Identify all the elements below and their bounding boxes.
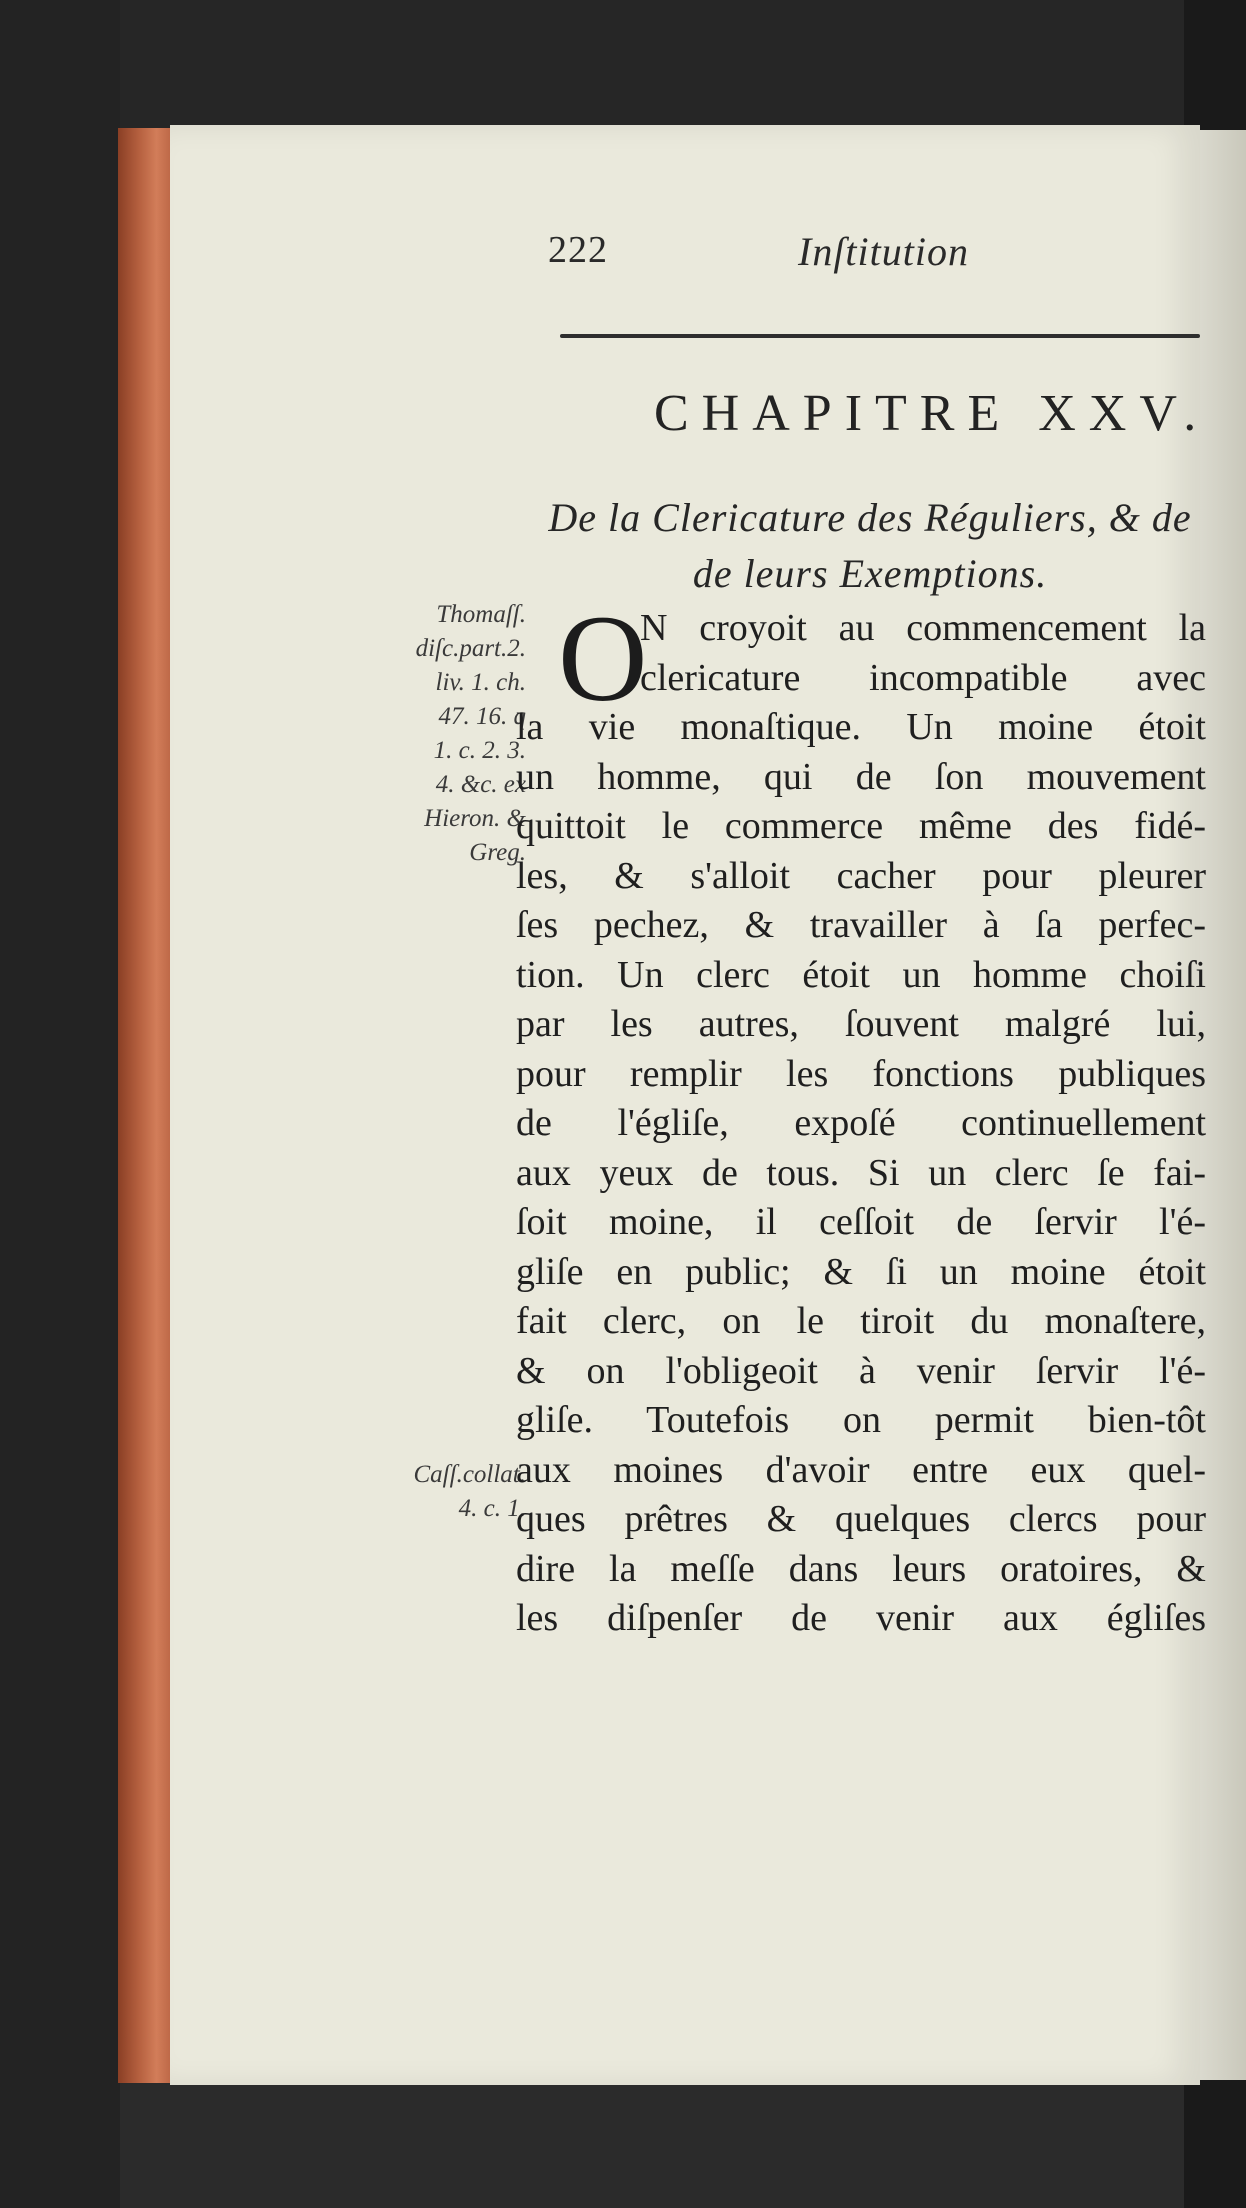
text-line: ſoit moine, il ceſſoit de ſervir l'é-	[516, 1201, 1206, 1243]
subtitle-line: De la Clericature des Réguliers, & de	[548, 495, 1192, 540]
text-line: clericature incompatible avec	[640, 656, 1206, 699]
chapter-heading: CHAPITRE XXV.	[654, 385, 1210, 442]
body-text	[516, 590, 1206, 1644]
subtitle-line: de leurs Exemptions.	[692, 551, 1048, 596]
text-line: fait clerc, on le tiroit du monaſtere,	[516, 1300, 1206, 1342]
running-head	[548, 228, 1008, 284]
text-line: aux moines d'avoir entre eux quel-	[516, 1448, 1206, 1491]
text-line: gliſe en public; & ſi un moine étoit	[516, 1250, 1206, 1293]
header-rule	[560, 334, 1200, 338]
text-line: & on l'obligeoit à venir ſervir l'é-	[516, 1349, 1206, 1392]
text-line: aux yeux de tous. Si un clerc ſe fai-	[516, 1151, 1206, 1194]
text-line: gliſe. Toutefois on permit bien-tôt	[516, 1399, 1206, 1441]
marginal-line: Hieron. &	[424, 805, 526, 832]
text-line: les, & s'alloit cacher pour pleurer	[516, 854, 1206, 897]
marginal-line: diſc.part.2.	[415, 635, 526, 662]
text-line: dire la meſſe dans leurs oratoires, &	[516, 1547, 1206, 1590]
running-title: Inſtitution	[798, 229, 969, 274]
text-line: les diſpenſer de venir aux égliſes	[516, 1597, 1206, 1639]
drop-cap: O	[558, 590, 648, 727]
text-line: un homme, qui de ſon mouvement	[516, 755, 1206, 798]
marginal-line: 1. c. 2. 3.	[433, 737, 526, 764]
text-line: quittoit le commerce même des fidé-	[516, 805, 1206, 847]
text-line: la vie monaſtique. Un moine étoit	[516, 706, 1206, 748]
chapter-subtitle	[500, 490, 1240, 602]
marginal-line: 47. 16. q	[438, 703, 526, 730]
marginal-note	[296, 1458, 526, 1526]
page-number: 222	[548, 229, 608, 271]
backdrop-left	[0, 0, 120, 2208]
marginal-line: Greg.	[469, 839, 526, 866]
text-line: de l'égliſe, expoſé continuellement	[516, 1102, 1206, 1144]
text-line: ques prêtres & quelques clercs pour	[516, 1498, 1206, 1540]
marginal-line: 4. c. 1.	[458, 1495, 526, 1522]
marginal-line: Caſſ.collat.	[413, 1461, 526, 1488]
text-line: ſes pechez, & travailler à ſa perfec-	[516, 904, 1206, 946]
marginal-line: liv. 1. ch.	[435, 669, 526, 696]
text-line: tion. Un clerc étoit un homme choiſi	[516, 953, 1206, 996]
text-line: par les autres, ſouvent malgré lui,	[516, 1003, 1206, 1045]
backdrop	[0, 0, 1246, 130]
marginal-note	[296, 598, 526, 870]
text-line: N croyoit au commencement la	[640, 607, 1206, 649]
marginal-line: Thomaſſ.	[436, 601, 526, 628]
marginal-line: 4. &c. ex	[435, 771, 526, 798]
text-line: pour remplir les fonctions publiques	[516, 1052, 1206, 1095]
